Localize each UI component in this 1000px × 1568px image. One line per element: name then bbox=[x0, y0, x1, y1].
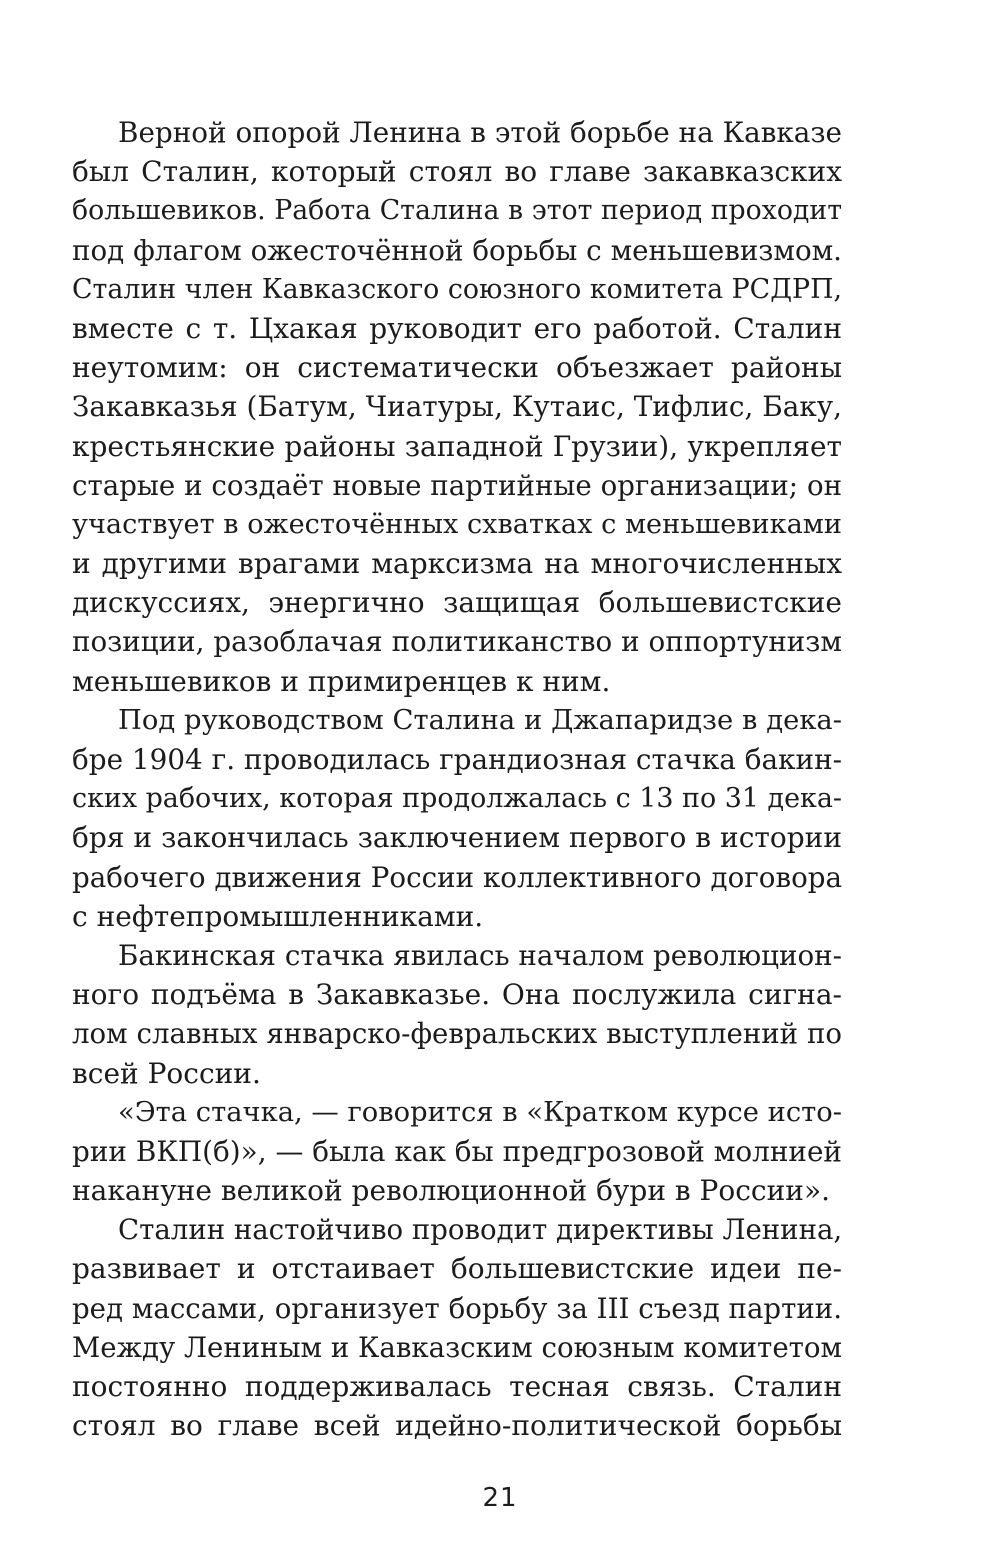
text-line: «Эта стачка, — говорится в «Кратком курсе исто- bbox=[118, 1096, 842, 1128]
text-line: всей России. bbox=[72, 1056, 261, 1090]
text-line: рабочего движения России коллективного договора bbox=[72, 860, 842, 894]
text-line: под флагом ожесточённой борьбы с меньшевизмом. bbox=[72, 233, 842, 267]
text-line: лом славных январско-февральских выступлений по bbox=[72, 1017, 842, 1051]
text-line: и другими врагами марксизма на многочисленных bbox=[72, 547, 842, 581]
paragraph bbox=[72, 701, 842, 936]
text-line: рии ВКП(б)», — была как бы предгрозовой молнией bbox=[72, 1134, 842, 1168]
text-line: с нефтепромышленниками. bbox=[72, 899, 484, 933]
text-line: стоял во главе всей идейно-политической борьбы bbox=[72, 1409, 842, 1443]
text-line: вместе с т. Цхакая руководит его работой. Сталин bbox=[72, 311, 842, 345]
body-text bbox=[72, 113, 842, 1445]
text-line: меньшевиков и примиренцев к ним. bbox=[72, 664, 611, 698]
text-line: Сталин настойчиво проводит директивы Ленина, bbox=[118, 1213, 843, 1247]
text-line: Закавказья (Батум, Чиатуры, Кутаис, Тифлис, Баку, bbox=[72, 390, 842, 424]
paragraph bbox=[72, 1093, 842, 1211]
text-line: крестьянские районы западной Грузии), укрепляет bbox=[72, 429, 842, 463]
text-line: ред массами, организует борьбу за III съезд партии. bbox=[72, 1291, 842, 1325]
text-line: бря и закончилась заключением первого в истории bbox=[72, 821, 842, 855]
paragraph bbox=[72, 113, 842, 701]
text-line: старые и создаёт новые партийные организации; он bbox=[72, 468, 842, 502]
text-line: бре 1904 г. проводилась грандиозная стачка бакин- bbox=[72, 743, 843, 776]
text-line: участвует в ожесточённых схватках с меньшевиками bbox=[72, 508, 842, 540]
text-line: Между Лениным и Кавказским союзным комитетом bbox=[72, 1330, 842, 1364]
text-line: был Сталин, который стоял во главе закавказских bbox=[72, 155, 842, 189]
text-line: постоянно поддерживалась тесная связь. Сталин bbox=[72, 1370, 842, 1403]
text-line: ного подъёма в Закавказье. Она послужила сигна- bbox=[72, 978, 842, 1012]
paragraph bbox=[72, 1210, 842, 1445]
text-line: неутомим: он систематически объезжает районы bbox=[72, 351, 842, 385]
text-line: позиции, разоблачая политиканство и оппортунизм bbox=[72, 625, 842, 659]
text-line: развивает и отстаивает большевистские идеи пе- bbox=[72, 1252, 842, 1286]
text-line: накануне великой революционной бури в России». bbox=[72, 1174, 830, 1208]
paragraph bbox=[72, 936, 842, 1093]
text-line: Бакинская стачка явилась началом революцион- bbox=[118, 938, 842, 972]
text-line: большевиков. Работа Сталина в этот период проходит bbox=[72, 195, 842, 227]
text-line: Верной опорой Ленина в этой борьбе на Кавказе bbox=[118, 116, 842, 149]
text-line: дискуссиях, энергично защищая большевистские bbox=[72, 586, 842, 620]
page-number: 21 bbox=[482, 1483, 518, 1513]
text-line: ских рабочих, которая продолжалась с 13 по 31 дека- bbox=[72, 783, 842, 815]
text-line: Сталин член Кавказского союзного комитета РСДРП, bbox=[72, 273, 842, 305]
text-line: Под руководством Сталина и Джапаридзе в дека- bbox=[118, 704, 842, 736]
